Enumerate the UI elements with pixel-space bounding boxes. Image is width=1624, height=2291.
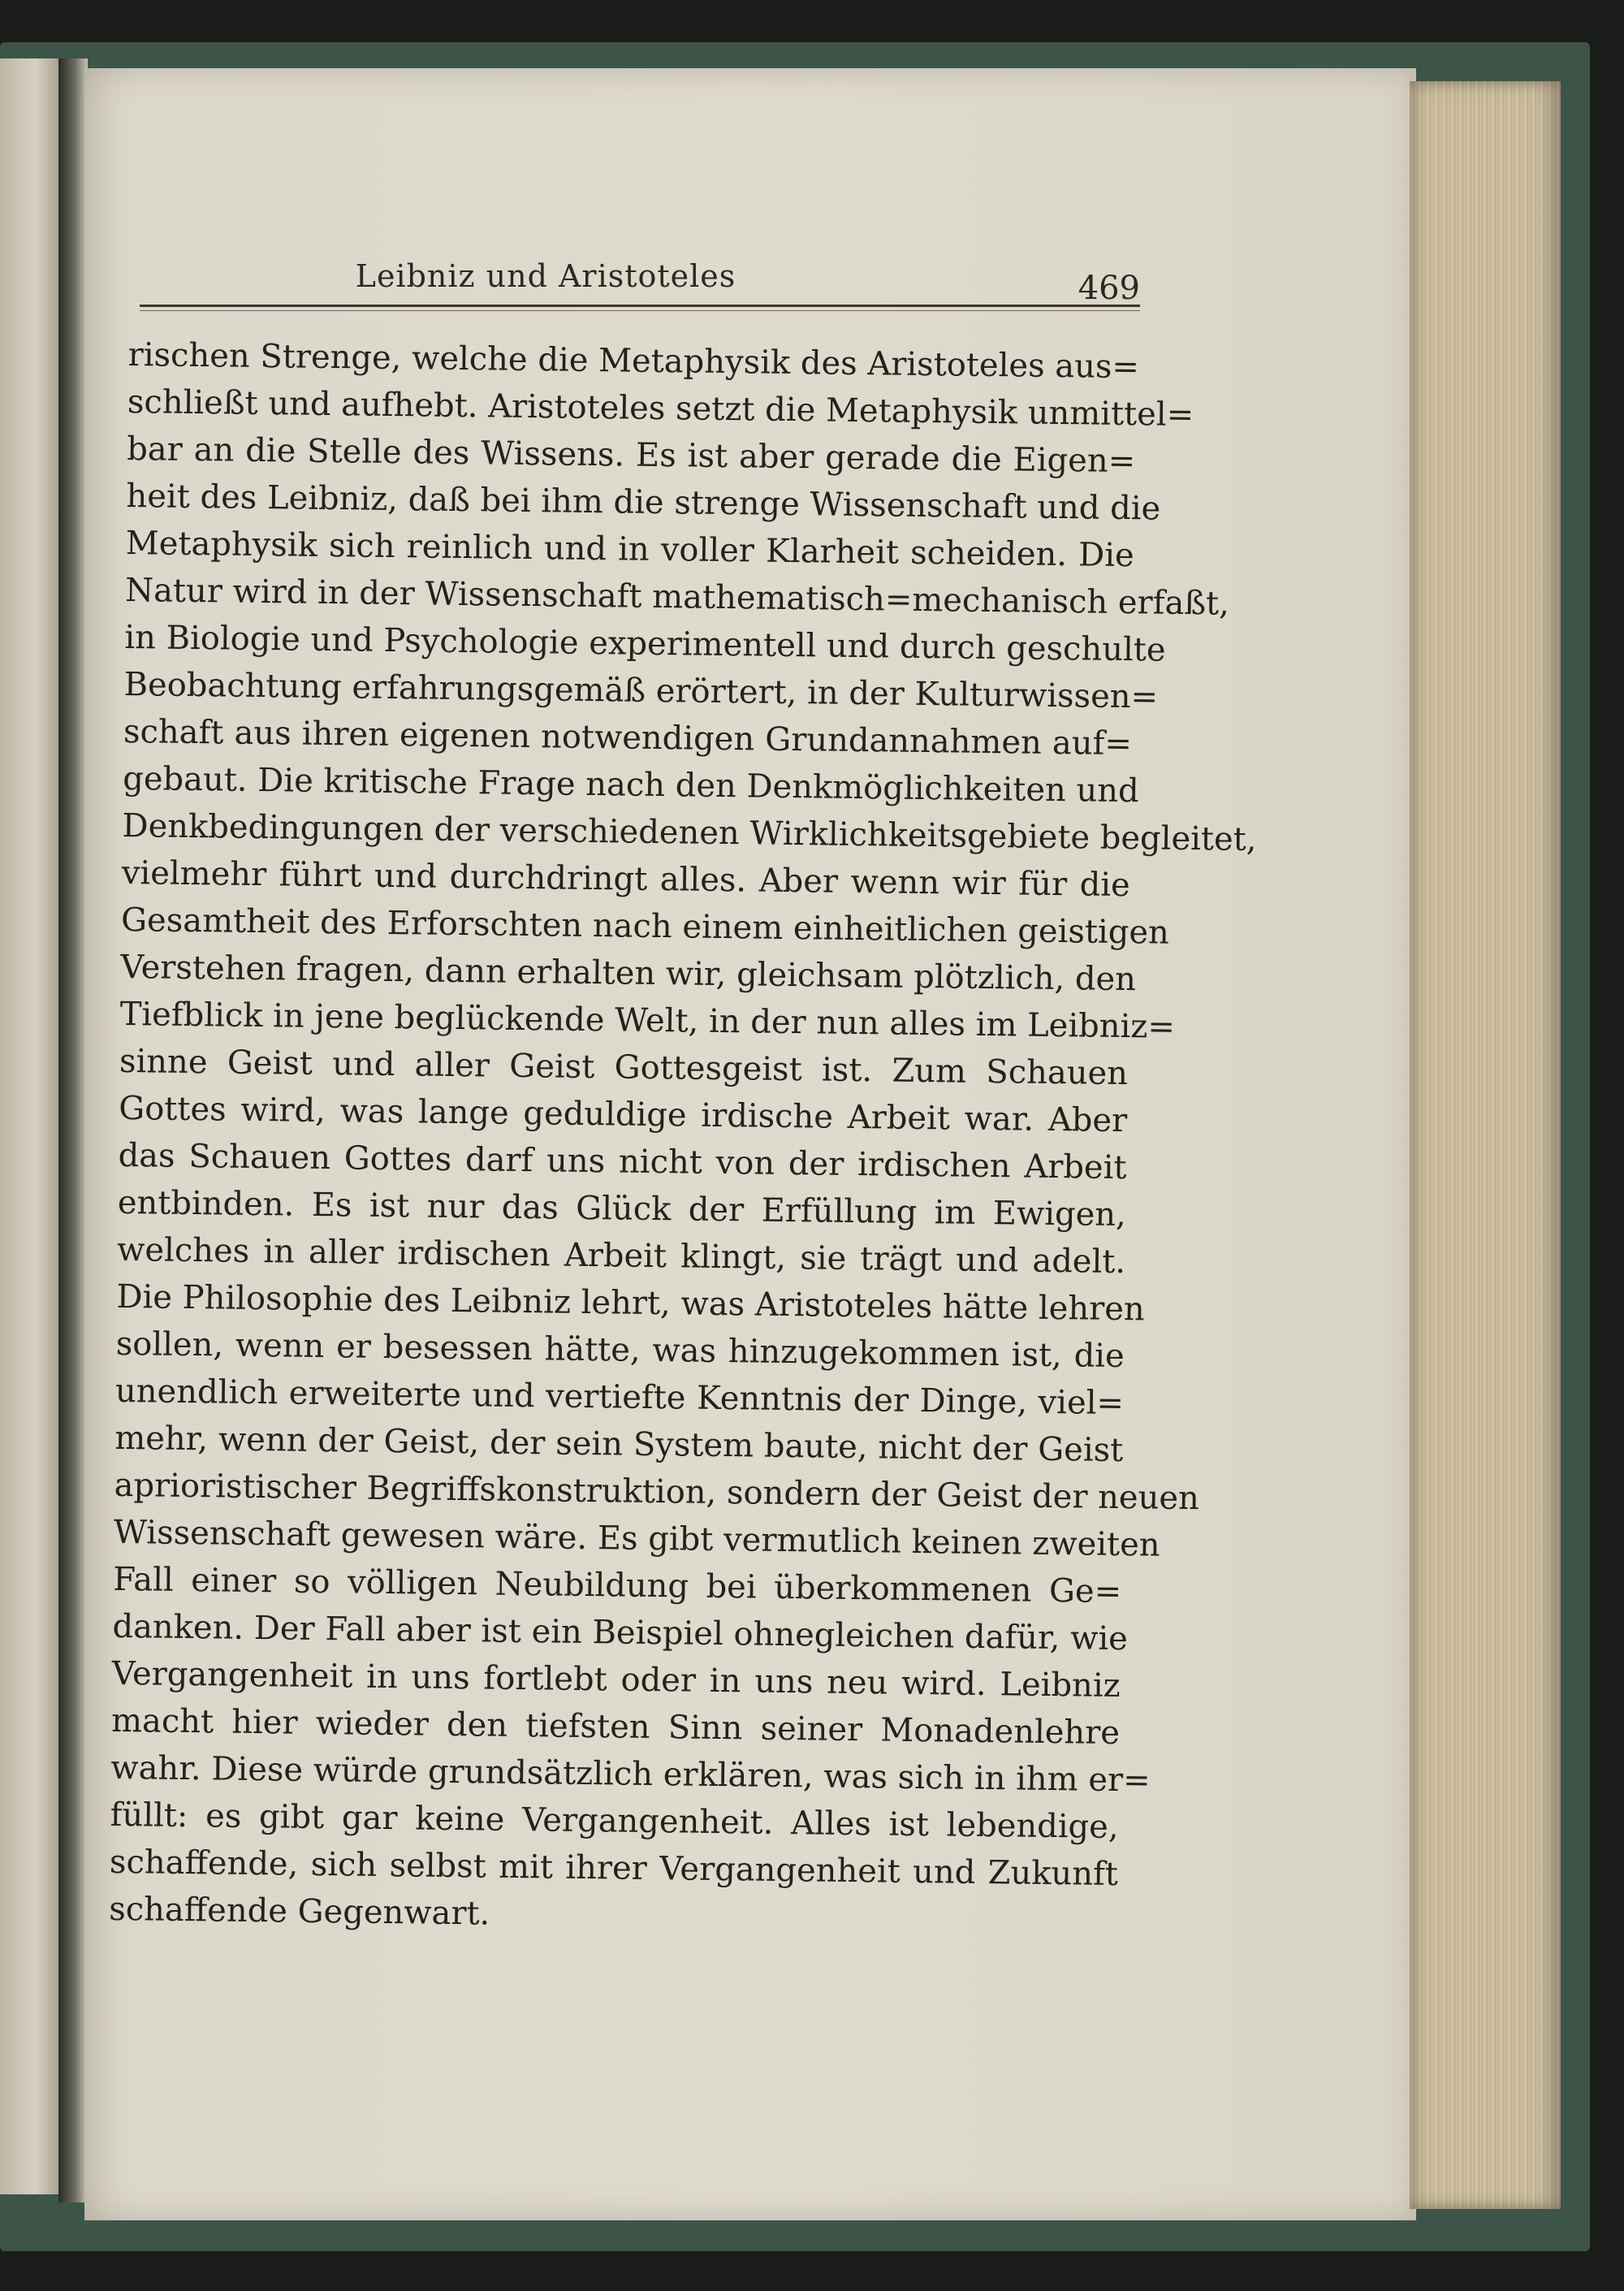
facing-page-edge: [0, 58, 58, 2194]
text-line: füllt: es gibt gar keine Vergangenheit. Alles ist lebendige,: [110, 1796, 1119, 1847]
text-line: mehr, wenn der Geist, der sein System baute, nicht der Geist: [114, 1419, 1124, 1470]
text-line: unendlich erweiterte und vertiefte Kenntnis der Dinge, viel=: [114, 1372, 1125, 1423]
text-line: entbinden. Es ist nur das Glück der Erfüllung im Ewigen,: [117, 1183, 1127, 1234]
text-line: das Schauen Gottes darf uns nicht von der irdischen Arbeit: [118, 1136, 1127, 1187]
text-line: Die Philosophie des Leibniz lehrt, was Aristoteles hätte lehren: [116, 1277, 1145, 1329]
running-title: Leibniz und Aristoteles: [355, 258, 736, 294]
text-line: Gesamtheit des Erforschten nach einem einheitlichen geistigen: [120, 901, 1170, 952]
page-header: [140, 258, 1140, 307]
text-line: Metaphysik sich reinlich und in voller Klarheit scheiden. Die: [125, 524, 1134, 575]
text-line: Wissenschaft gewesen wäre. Es gibt vermutlich keinen zweiten: [113, 1513, 1160, 1564]
text-line: aprioristischer Begriffskonstruktion, sondern der Geist der neuen: [114, 1466, 1200, 1518]
text-line: sollen, wenn er besessen hätte, was hinzugekommen ist, die: [115, 1325, 1125, 1376]
text-line: Denkbedingungen der verschiedenen Wirklichkeitsgebiete begleitet,: [122, 806, 1257, 859]
header-rule-thin: [140, 310, 1140, 311]
text-line: bar an die Stelle des Wissens. Es ist aber gerade die Eigen=: [126, 430, 1136, 481]
text-line: sinne Geist und aller Geist Gottesgeist ist. Zum Schauen: [119, 1042, 1129, 1093]
text-line: danken. Der Fall aber ist ein Beispiel ohnegleichen dafür, wie: [112, 1607, 1129, 1658]
text-line: heit des Leibniz, daß bei ihm die strenge Wissenschaft und die: [126, 477, 1161, 528]
page-block-edge: [1410, 81, 1561, 2209]
text-line: in Biologie und Psychologie experimentell und durch geschulte: [124, 618, 1166, 669]
text-line: Natur wird in der Wissenschaft mathematisch=mechanisch erfaßt,: [124, 571, 1230, 623]
book-gutter: [58, 58, 88, 2202]
text-line: Tiefblick in jene beglückende Welt, in der nun alles im Leibniz=: [119, 995, 1176, 1046]
text-line: vielmehr führt und durchdringt alles. Aber wenn wir für die: [121, 854, 1131, 905]
text-line: macht hier wieder den tiefsten Sinn seiner Monadenlehre: [110, 1701, 1121, 1753]
text-line: schaft aus ihren eigenen notwendigen Grundannahmen auf=: [123, 712, 1133, 763]
header-rule: [140, 305, 1140, 307]
text-line: schaffende Gegenwart.: [108, 1890, 490, 1933]
body-text: [108, 331, 1257, 1945]
text-line: wahr. Diese würde grundsätzlich erklären, was sich in ihm er=: [110, 1749, 1151, 1800]
text-line: rischen Strenge, welche die Metaphysik des Aristoteles aus=: [127, 335, 1140, 387]
text-line: Verstehen fragen, dann erhalten wir, gleichsam plötzlich, den: [120, 948, 1137, 999]
text-line: welches in aller irdischen Arbeit klingt, sie trägt und adelt.: [116, 1230, 1126, 1282]
page-number: 469: [1078, 270, 1140, 307]
text-line: Gottes wird, was lange geduldige irdische Arbeit war. Aber: [119, 1089, 1128, 1140]
text-line: schließt und aufhebt. Aristoteles setzt die Metaphysik unmittel=: [127, 383, 1194, 434]
text-line: schaffende, sich selbst mit ihrer Vergangenheit und Zukunft: [109, 1843, 1119, 1894]
text-line: Fall einer so völligen Neubildung bei überkommenen Ge=: [112, 1560, 1122, 1611]
text-line: Vergangenheit in uns fortlebt oder in uns neu wird. Leibniz: [111, 1654, 1121, 1705]
text-line: Beobachtung erfahrungsgemäß erörtert, in der Kulturwissen=: [123, 665, 1159, 716]
text-line: gebaut. Die kritische Frage nach den Denkmöglichkeiten und: [122, 759, 1139, 810]
